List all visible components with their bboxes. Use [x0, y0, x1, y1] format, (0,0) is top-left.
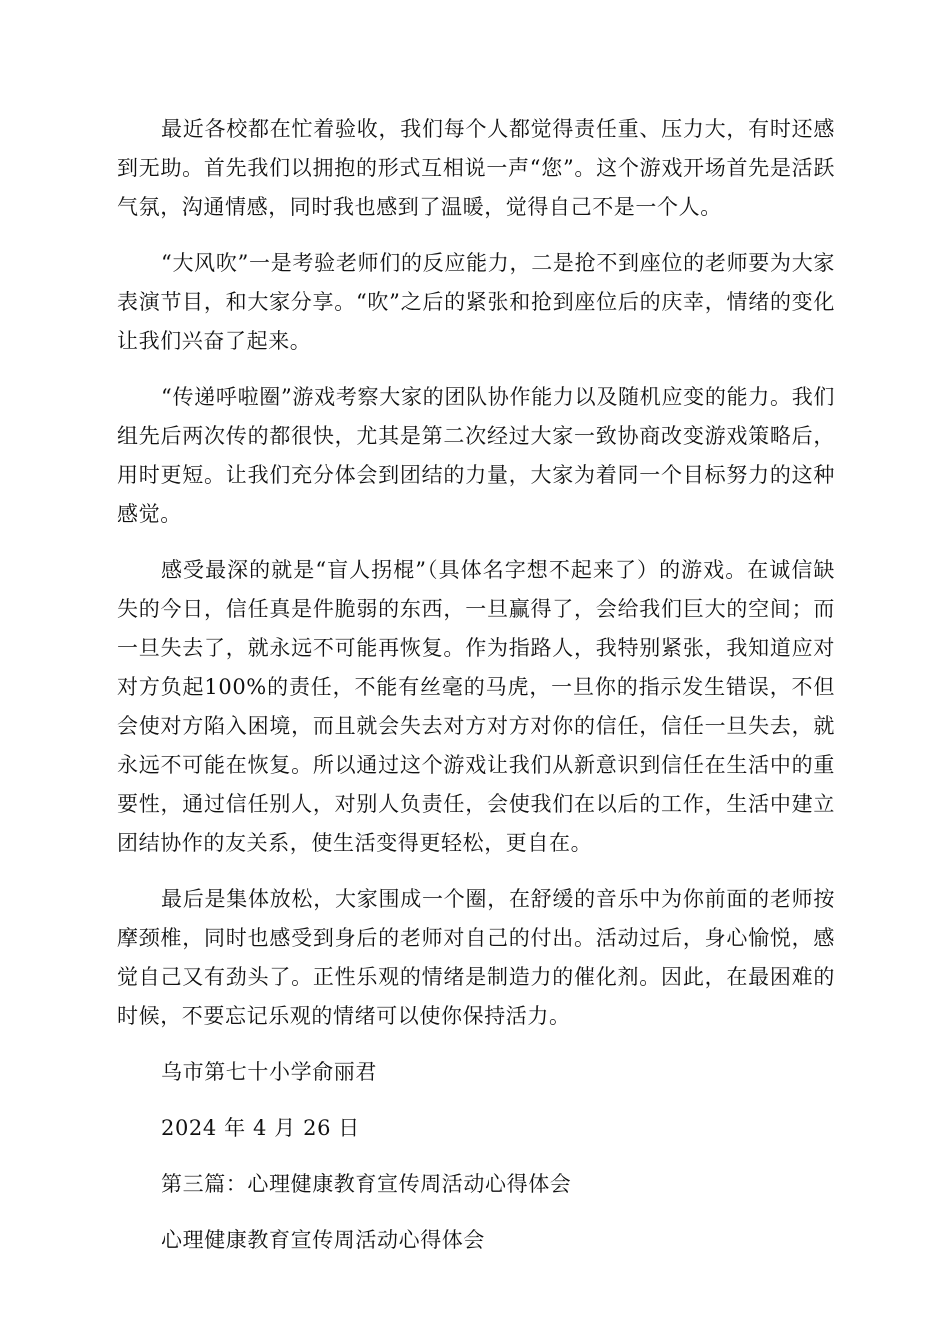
section-heading: 第三篇：心理健康教育宣传周活动心得体会 [161, 1172, 572, 1196]
signature: 乌市第七十小学俞丽君 [161, 1060, 377, 1084]
paragraph-acceptance-stress: 最近各校都在忙着验收，我们每个人都觉得责任重、压力大，有时还感到无助。首先我们以拥抱的形式互相说一声“您”。这个游戏开场首先是活跃气氛，沟通情感，同时我也感到了温暖，觉得自己不是一个人。 [117, 117, 835, 219]
document-body [117, 110, 835, 1277]
section-title: 心理健康教育宣传周活动心得体会 [161, 1228, 485, 1252]
paragraph-hula-hoop-game: “传递呼啦圈”游戏考察大家的团队协作能力以及随机应变的能力。我们组先后两次传的都很快，尤其是第二次经过大家一致协商改变游戏策略后，用时更短。让我们充分体会到团结的力量，大家为着同一个目标努力的这种感觉。 [117, 385, 835, 526]
date: 2024 年 4 月 26 日 [161, 1116, 360, 1140]
paragraph-relaxation: 最后是集体放松，大家围成一个圈，在舒缓的音乐中为你前面的老师按摩颈椎，同时也感受到身后的老师对自己的付出。活动过后，身心愉悦，感觉自己又有劲头了。正性乐观的情绪是制造力的催化剂。因此，在最困难的时候，不要忘记乐观的情绪可以使你保持活力。 [117, 887, 835, 1028]
paragraph-blind-cane-game: 感受最深的就是“盲人拐棍”（具体名字想不起来了）的游戏。在诚信缺失的今日，信任真是件脆弱的东西，一旦赢得了，会给我们巨大的空间；而一旦失去了，就永远不可能再恢复。作为指路人，我特别紧张，我知道应对对方负起100%的责任，不能有丝毫的马虎，一旦你的指示发生错误，不但会使对方陷入困境，而且就会失去对方对方对你的信任，信任一旦失去，就永远不可能在恢复。所以通过这个游戏让我们从新意识到信任在生活中的重要性，通过信任别人，对别人负责任，会使我们在以后的工作，生活中建立团结协作的友关系，使生活变得更轻松，更自在。 [117, 558, 835, 855]
paragraph-big-wind-game: “大风吹”一是考验老师们的反应能力，二是抢不到座位的老师要为大家表演节目，和大家分享。“吹”之后的紧张和抢到座位后的庆幸，情绪的变化让我们兴奋了起来。 [117, 251, 835, 353]
